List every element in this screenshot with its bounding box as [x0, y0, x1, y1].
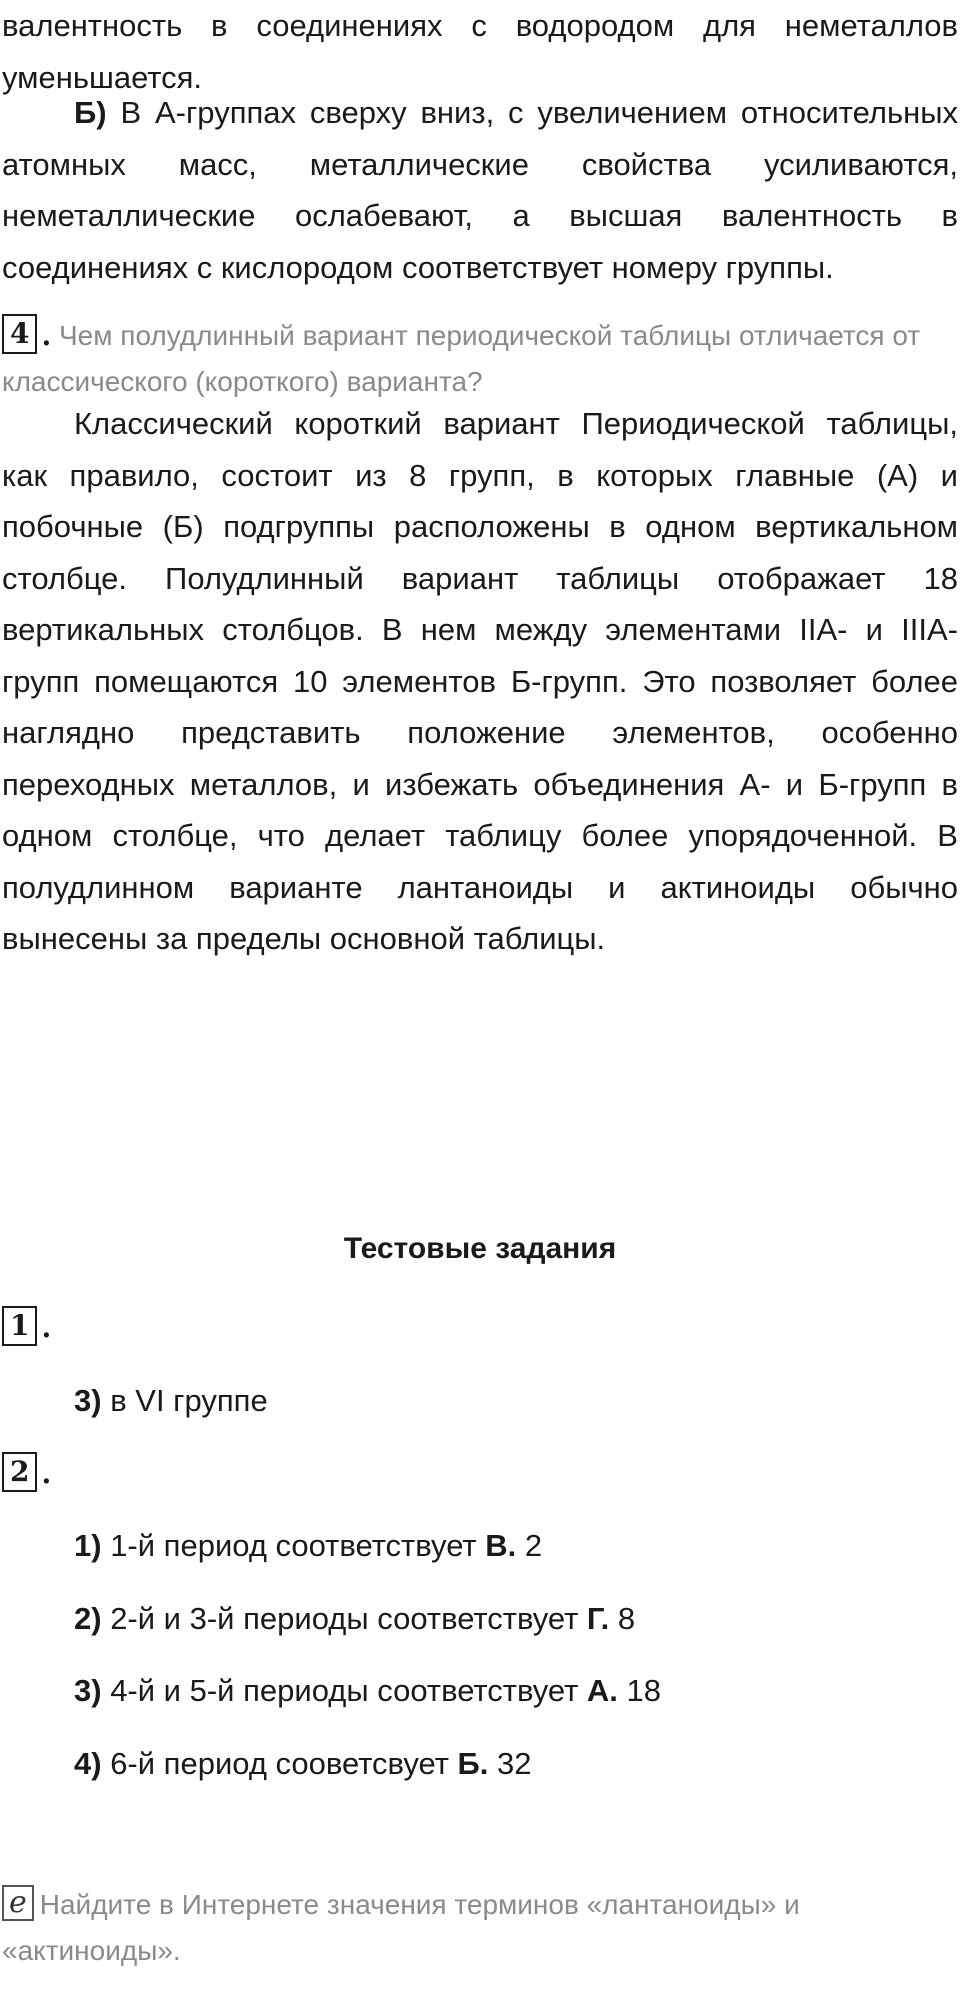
section-title: Тестовые задания [343, 1232, 617, 1265]
internet-task [2, 1882, 958, 1974]
test-2-number-box: 2 [2, 1452, 37, 1492]
question-number-box: 4 [2, 314, 37, 354]
answer-text: 1-й период соответствует [101, 1528, 486, 1563]
answer-key: А. [586, 1673, 618, 1708]
answer-text: 4-й и 5-й периоды соответствует [101, 1673, 587, 1708]
b-text: В А-группах сверху вниз, с увеличением относительных атомных масс, металлические свойства усиливаются, неметаллические ослабевают, а высшая валентность в соединениях с кислородом соответствует номеру группы. [2, 95, 958, 285]
test-2-answer-2 [2, 1596, 960, 1642]
paragraph-b [2, 87, 958, 293]
continuation-paragraph: валентность в соединениях с водородом для неметаллов уменьшается. [2, 8, 958, 95]
answer-key: В. [485, 1528, 517, 1563]
answer-text: 2-й и 3-й периоды соответствует [101, 1601, 587, 1636]
answer-value: 32 [488, 1746, 532, 1781]
answer-key: Б. [457, 1746, 489, 1781]
test-1-answer-label: 3) [74, 1383, 102, 1418]
question-number-dot: . [41, 319, 52, 352]
test-1-answer [2, 1378, 960, 1424]
test-1-number-box: 1 [2, 1306, 37, 1346]
test-2-answer-4 [2, 1741, 960, 1787]
test-1-answer-text: в VI группе [101, 1383, 268, 1418]
answer-value: 2 [516, 1528, 543, 1563]
answer-label: 3) [74, 1673, 102, 1708]
answer-key: Г. [586, 1601, 610, 1636]
question-4-text: Чем полудлинный вариант периодической таблицы отличается от классического (короткого) варианта? [2, 320, 921, 397]
answer-text: 6-й период сооветсвует [101, 1746, 458, 1781]
test-2-number [2, 1451, 958, 1497]
b-label: Б) [74, 95, 107, 130]
internet-task-text: Найдите в Интернете значения терминов «лантаноиды» и «актиноиды». [2, 1889, 800, 1966]
answer-label: 1) [74, 1528, 102, 1563]
answer-4-paragraph: Классический короткий вариант Периодической таблицы, как правило, состоит из 8 групп, в которых главные (А) и побочные (Б) подгруппы расположены в одном вертикальном столбце. Полудлинный вариант таблицы отображает 18 вертикальных столбцов. В нем между элементами IIA- и IIIA-групп помещаются 10 элементов Б-групп. Это позволяет более наглядно представить положение элементов, особенно переходных металлов, и избежать объединения А- и Б-групп в одном столбце, что делает таблицу более упорядоченной. В полудлинном варианте лантаноиды и актиноиды обычно вынесены за пределы основной таблицы. [2, 406, 958, 956]
answer-value: 18 [617, 1673, 662, 1708]
test-2-number-dot: . [41, 1457, 52, 1490]
test-1-number-dot: . [41, 1311, 52, 1344]
answer-label: 2) [74, 1601, 102, 1636]
answer-value: 8 [609, 1601, 636, 1636]
answer-label: 4) [74, 1746, 102, 1781]
question-4 [2, 313, 958, 405]
test-1-number [2, 1305, 958, 1351]
test-2-answer-3 [2, 1668, 960, 1714]
internet-icon: e [2, 1885, 34, 1921]
test-2-answer-1 [2, 1523, 960, 1569]
